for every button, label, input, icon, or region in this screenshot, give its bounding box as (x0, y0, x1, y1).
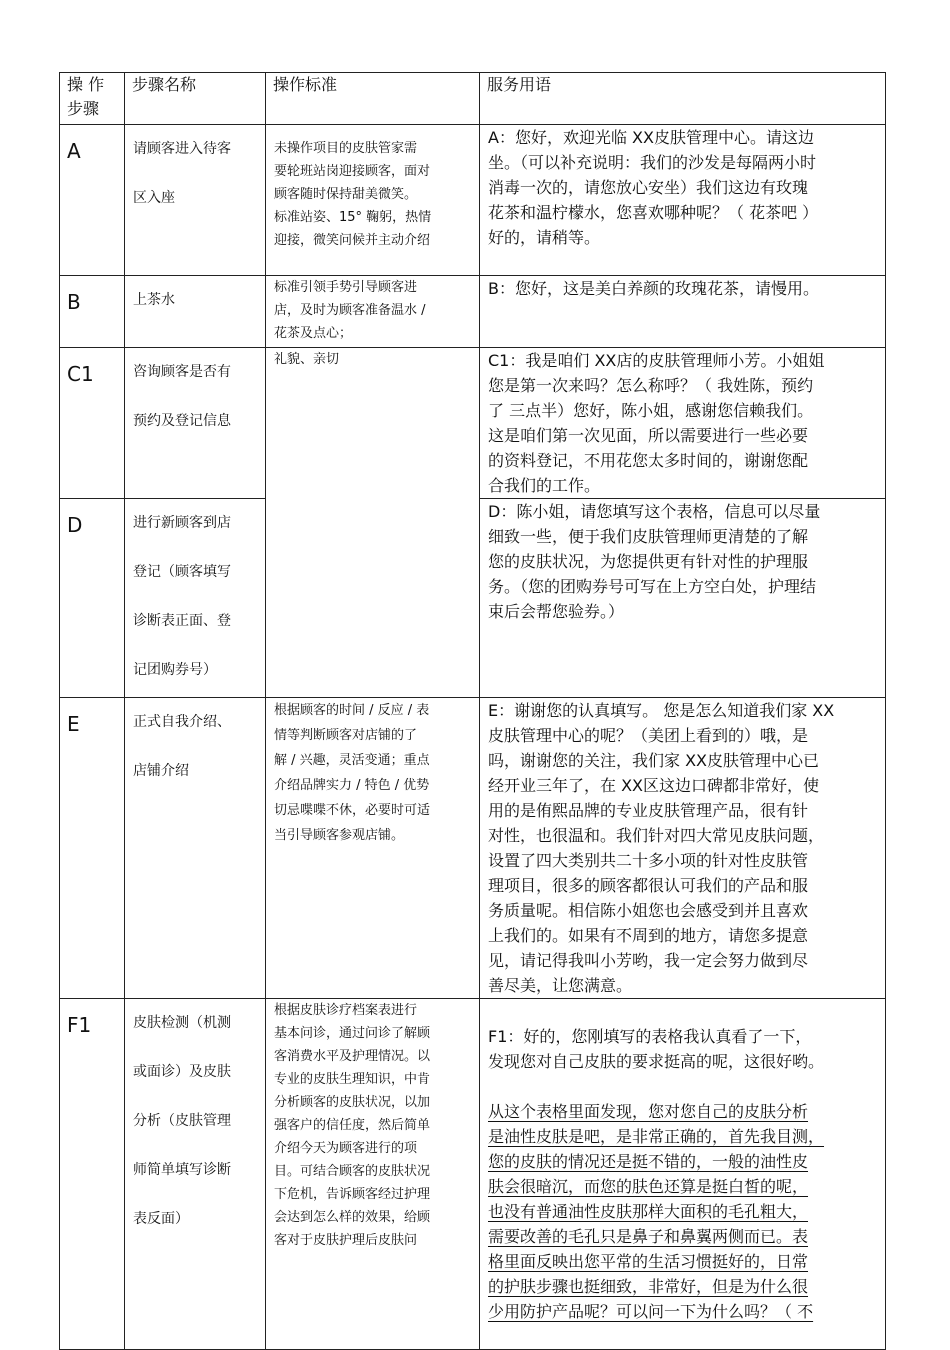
step-code: D (60, 499, 125, 698)
header-step-name: 步骤名称 (125, 73, 266, 125)
table-header-row (60, 73, 886, 125)
operation-standard: 根据顾客的时间 / 反应 / 表 情等判断顾客对店铺的了 解 / 兴趣，灵活变通；重点 介绍品牌实力 / 特色 / 优势 切忌喋喋不休，必要时可适 当引导顾客参观店铺。 (266, 698, 480, 999)
step-code: B (60, 276, 125, 348)
table-row (60, 276, 886, 348)
service-phrase-intro: F1：好的，您刚填写的表格我认真看了一下， 发现您对自己皮肤的要求挺高的呢，这很好哟。 (488, 1027, 825, 1071)
operation-standard: 根据皮肤诊疗档案表进行 基本问诊，通过问诊了解顾 客消费水平及护理情况。以 专业的皮肤生理知识，中肯 分析顾客的皮肤状况，以加 强客户的信任度，然后简单 介绍今天为顾客进行的项 目。可结合顾客的皮肤状况 下危机，告诉顾客经过护理 会达到怎么样的效果，给顾 客对于皮肤护理后皮肤问 (266, 999, 480, 1350)
header-standard: 操作标准 (266, 73, 480, 125)
service-procedure-table (59, 72, 886, 1350)
operation-standard: 未操作项目的皮肤管家需 要轮班站岗迎接顾客，面对 顾客随时保持甜美微笑。 标准站姿、15° 鞠躬，热情 迎接，微笑问候并主动介绍 (266, 125, 480, 276)
step-code: F1 (60, 999, 125, 1350)
step-name: 上茶水 (125, 276, 266, 348)
step-code: E (60, 698, 125, 999)
step-name: 咨询顾客是否有 预约及登记信息 (125, 348, 266, 499)
service-phrase: C1：我是咱们 XX店的皮肤管理师小芳。小姐姐 您是第一次来吗？怎么称呼？（ 我姓陈，预约 了 三点半）您好，陈小姐，感谢您信赖我们。 这是咱们第一次见面，所以需要进行一些必要 的资料登记，不用花您太多时间的，谢谢您配 合我们的工作。 (480, 348, 886, 499)
operation-standard: 礼貌、亲切 (266, 348, 480, 698)
step-name: 皮肤检测（机测 或面诊）及皮肤 分析（皮肤管理 师简单填写诊断 表反面） (125, 999, 266, 1350)
table-row (60, 698, 886, 999)
step-name: 请顾客进入待客 区入座 (125, 125, 266, 276)
service-phrase: A：您好，欢迎光临 XX皮肤管理中心。请这边 坐。（可以补充说明：我们的沙发是每隔两小时 消毒一次的，请您放心安坐）我们这边有玫瑰 花茶和温柠檬水，您喜欢哪种呢？（ 花茶吧 ） 好的，请稍等。 (480, 125, 886, 276)
service-phrase-cell (480, 999, 886, 1350)
table-row (60, 999, 886, 1350)
service-phrase: B：您好，这是美白养颜的玫瑰花茶，请慢用。 (480, 276, 886, 348)
service-phrase-underlined: 从这个表格里面发现，您对您自己的皮肤分析 是油性皮肤是吧，是非常正确的，首先我目测， 您的皮肤的情况还是挺不错的，一般的油性皮 肤会很暗沉，而您的肤色还算是挺白皙的呢， 也没有普通油性皮肤那样大面积的毛孔粗大， 需要改善的毛孔只是鼻子和鼻翼两侧而已。表 格里面反映出您平常的生活习惯挺好的，日常 的护肤步骤也挺细致，非常好，但是为什么很 少用防护产品呢？可以问一下为什么吗？（ 不 (488, 1102, 825, 1321)
table-row (60, 125, 886, 276)
service-phrase: D：陈小姐，请您填写这个表格，信息可以尽量 细致一些，便于我们皮肤管理师更清楚的了解 您的皮肤状况，为您提供更有针对性的护理服 务。（您的团购券号可写在上方空白处，护理结 束后会帮您验券。） (480, 499, 886, 698)
step-name: 进行新顾客到店 登记（顾客填写 诊断表正面、登 记团购券号） (125, 499, 266, 698)
operation-standard: 标准引领手势引导顾客进 店，及时为顾客准备温水 / 花茶及点心； (266, 276, 480, 348)
step-name: 正式自我介绍、 店铺介绍 (125, 698, 266, 999)
step-code: A (60, 125, 125, 276)
header-phrase: 服务用语 (480, 73, 886, 125)
header-step (60, 73, 125, 125)
service-phrase: E：谢谢您的认真填写。 您是怎么知道我们家 XX 皮肤管理中心的呢？（美团上看到的）哦，是 吗，谢谢您的关注，我们家 XX皮肤管理中心已 经开业三年了，在 XX区这边口碑都非常好，使 用的是侑熙品牌的专业皮肤管理产品，很有针 对性，也很温和。我们针对四大常见皮肤问题， 设置了四大类别共二十多小项的针对性皮肤管 理项目，很多的顾客都很认可我们的产品和服 务质量呢。相信陈小姐您也会感受到并且喜欢 上我们的。如果有不周到的地方，请您多提意 见，请记得我叫小芳哟，我一定会努力做到尽 善尽美，让您满意。 (480, 698, 886, 999)
step-code: C1 (60, 348, 125, 499)
table-row (60, 348, 886, 499)
header-step-text: 操 作 步骤 (67, 75, 105, 118)
